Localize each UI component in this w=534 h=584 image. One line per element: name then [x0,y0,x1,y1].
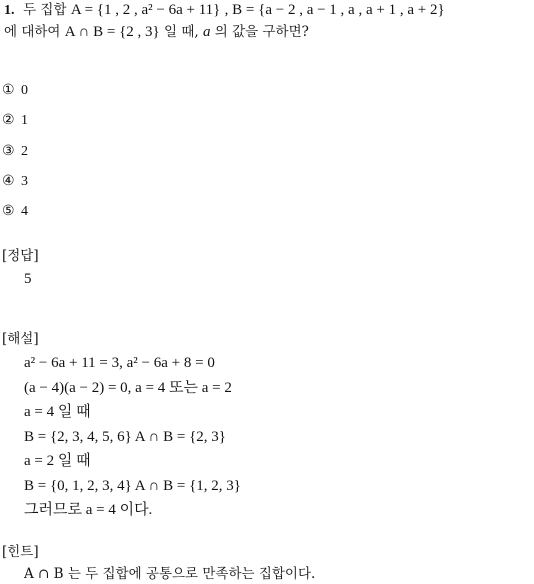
set-b-definition: , B = {a − 2 , a − 1 , a , a + 1 , a + 2} [224,2,445,18]
question-text-suffix: 의 값을 구하면? [214,24,309,40]
option-5[interactable] [2,201,28,222]
explanation-line-7: 그러므로 a = 4 이다. [24,502,153,518]
option-4-symbol: ④ [2,173,15,189]
question-text-mid: 일 때, [164,24,199,40]
option-3-value: 2 [21,144,28,159]
option-3-symbol: ③ [2,143,15,159]
answer-value: 5 [24,271,32,287]
intersection-condition: A ∩ B = {2 , 3} [64,24,160,40]
explanation-label: [해설] [2,331,39,347]
set-a-definition: A = {1 , 2 , a² − 6a + 11} [70,2,221,18]
option-2-symbol: ② [2,112,15,128]
explanation-line-2: (a − 4)(a − 2) = 0, a = 4 또는 a = 2 [24,380,232,396]
option-2-value: 1 [21,113,28,128]
option-3[interactable] [2,141,28,162]
question-text-word: 두 집합 [23,2,67,18]
question-text-prefix: 에 대하여 [4,24,61,40]
option-5-value: 4 [21,204,28,219]
option-1[interactable] [2,80,28,101]
question-number: 1. [4,3,15,18]
option-2[interactable] [2,110,28,131]
question-variable: a [202,24,211,40]
option-1-value: 0 [21,83,28,98]
hint-label: [힌트] [2,544,39,560]
question-line-2 [4,22,309,42]
explanation-line-3: a = 4 일 때 [24,404,91,420]
answer-label: [정답] [2,248,39,264]
explanation-line-1: a² − 6a + 11 = 3, a² − 6a + 8 = 0 [24,355,215,371]
explanation-line-5: a = 2 일 때 [24,453,91,469]
option-4[interactable] [2,171,28,192]
explanation-line-6: B = {0, 1, 2, 3, 4} A ∩ B = {1, 2, 3} [24,478,241,494]
option-5-symbol: ⑤ [2,203,15,219]
option-4-value: 3 [21,174,28,189]
question-line-1 [4,0,445,21]
option-1-symbol: ① [2,82,15,98]
hint-text: A ∩ B 는 두 집합에 공통으로 만족하는 집합이다. [24,566,316,582]
explanation-line-4: B = {2, 3, 4, 5, 6} A ∩ B = {2, 3} [24,429,226,445]
